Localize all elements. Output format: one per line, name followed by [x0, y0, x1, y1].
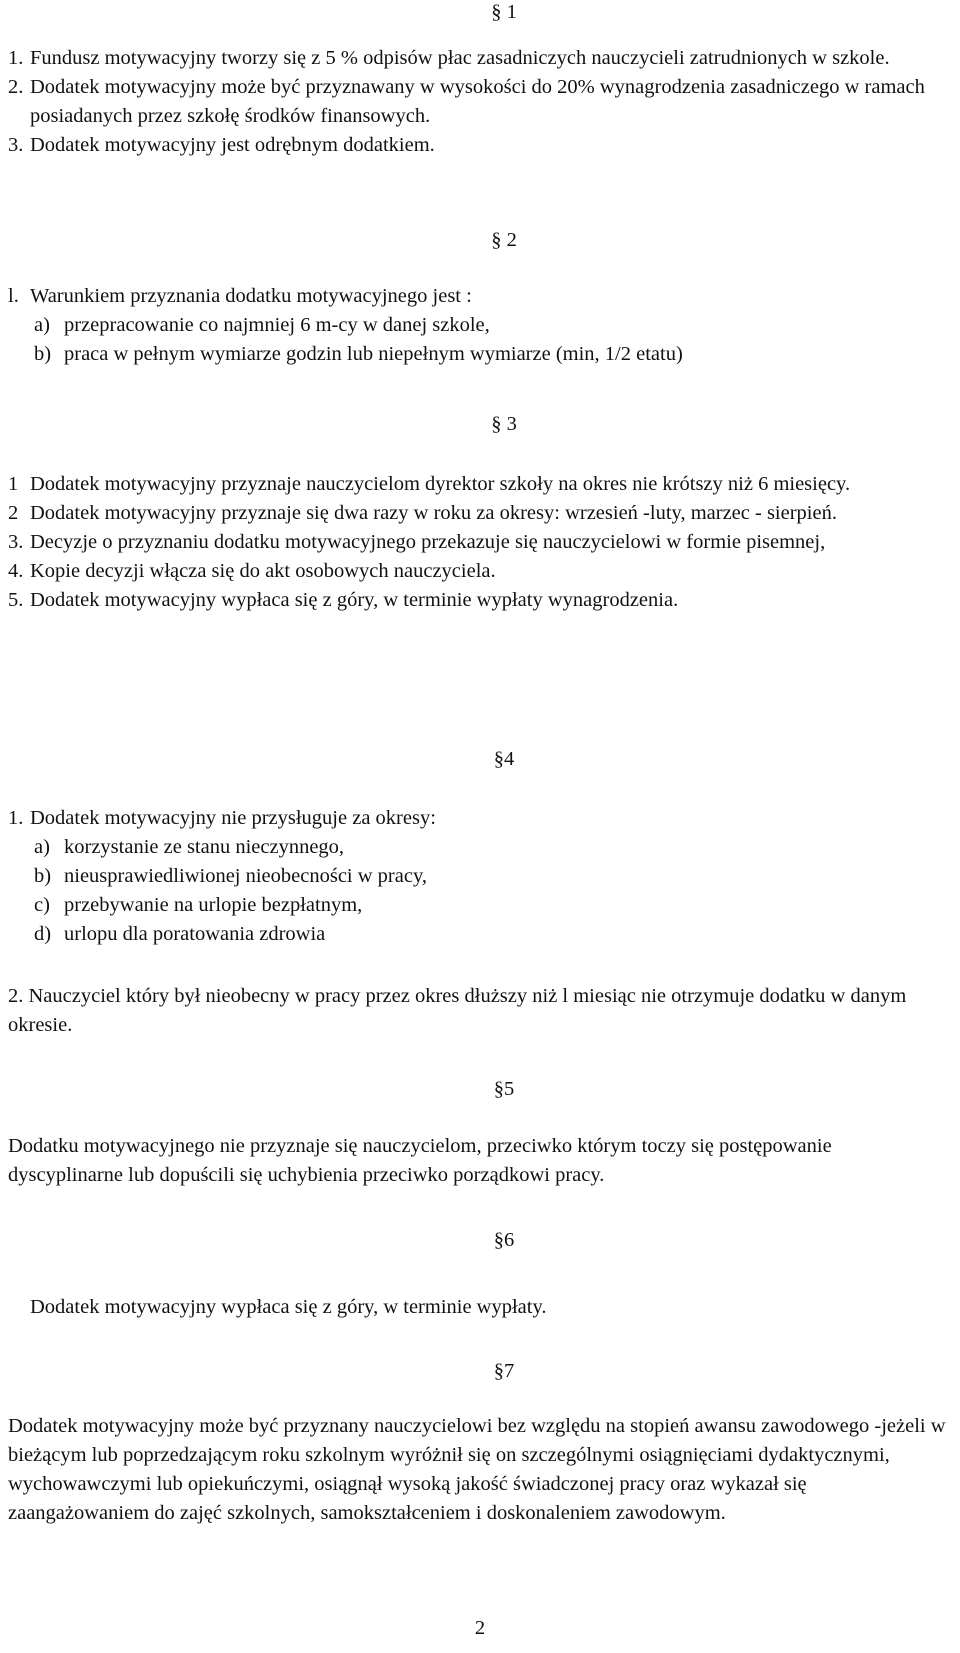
sub-item-letter: d) [34, 923, 52, 945]
section-2-heading: § 2 [491, 229, 517, 251]
item-text: Dodatek motywacyjny jest odrębnym dodatkiem. [30, 134, 435, 156]
section-5-heading: §5 [493, 1078, 515, 1100]
section-5-text: Dodatku motywacyjnego nie przyznaje się nauczycielom, przeciwko którym toczy się postępowanie dyscyplinarne lub dopuścili się uchybienia przeciwko porządkowi pracy. [8, 1135, 832, 1186]
list-item [8, 282, 948, 311]
page-number: 2 [474, 1617, 486, 1639]
sub-item [34, 340, 948, 369]
sub-item-text: przebywanie na urlopie bezpłatnym, [64, 894, 363, 916]
item-number: 1. [8, 807, 24, 829]
item-number: 4. [8, 560, 24, 582]
item-number: 3. [8, 134, 24, 156]
section-1-list [8, 44, 948, 160]
item-text: Fundusz motywacyjny tworzy się z 5 % odpisów płac zasadniczych nauczycieli zatrudnionych w szkole. [30, 47, 890, 69]
section-7-text: Dodatek motywacyjny może być przyznany nauczycielowi bez względu na stopień awansu zawodowego -jeżeli w bieżącym lub poprzedzającym roku szkolnym wyróżnił się on szczególnymi osiągnięciami dydaktycznymi, wychowawczymi lub opiekuńczymi, osiągnął wysoką jakość świadczonej pracy oraz wykazał się zaangażowaniem do zajęć szkolnych, samokształceniem i doskonaleniem zawodowym. [8, 1415, 946, 1524]
sub-item-letter: b) [34, 343, 52, 365]
sub-item-letter: c) [34, 894, 50, 916]
item-number: 1. [8, 47, 24, 69]
list-item [8, 470, 948, 499]
section-7-heading: §7 [493, 1360, 515, 1382]
sub-item-text: przepracowanie co najmniej 6 m-cy w danej szkole, [64, 314, 490, 336]
sub-item [34, 920, 948, 949]
item-number: 2 [8, 502, 19, 524]
section-6-heading: §6 [493, 1229, 515, 1251]
item-number: 2. [8, 76, 24, 98]
sub-item [34, 862, 948, 891]
sub-item [34, 311, 948, 340]
sub-item-letter: b) [34, 865, 52, 887]
section-6-text: Dodatek motywacyjny wypłaca się z góry, w terminie wypłaty. [30, 1296, 547, 1318]
sub-item [34, 891, 948, 920]
section-4-item-2: 2. Nauczyciel który był nieobecny w pracy przez okres dłuższy niż l miesiąc nie otrzymuje dodatku w danym okresie. [8, 985, 907, 1036]
item-text: Dodatek motywacyjny przyznaje nauczycielom dyrektor szkoły na okres nie krótszy niż 6 miesięcy. [30, 473, 851, 495]
section-1-heading: § 1 [491, 1, 517, 23]
list-item [8, 44, 948, 73]
list-item [8, 131, 948, 160]
section-4-heading: §4 [493, 748, 515, 770]
list-item [8, 73, 948, 131]
list-item [8, 499, 948, 528]
sub-item [34, 833, 948, 862]
sub-item-text: nieusprawiedliwionej nieobecności w pracy, [64, 865, 427, 887]
sub-item-letter: a) [34, 836, 50, 858]
section-3-heading: § 3 [491, 413, 517, 435]
list-item [8, 557, 948, 586]
section-2-list [8, 282, 948, 369]
item-text: Dodatek motywacyjny może być przyznawany w wysokości do 20% wynagrodzenia zasadniczego w ramach posiadanych przez szkołę środków finansowych. [30, 76, 925, 127]
item-number: 1 [8, 473, 19, 495]
sub-item-text: urlopu dla poratowania zdrowia [64, 923, 326, 945]
item-text: Dodatek motywacyjny nie przysługuje za okresy: [30, 807, 436, 829]
item-number: 3. [8, 531, 24, 553]
item-number: l. [8, 285, 19, 307]
item-number: 5. [8, 589, 24, 611]
item-text: Dodatek motywacyjny przyznaje się dwa razy w roku za okresy: wrzesień -luty, marzec - sierpień. [30, 502, 837, 524]
item-text: Decyzje o przyznaniu dodatku motywacyjnego przekazuje się nauczycielowi w formie pisemnej, [30, 531, 826, 553]
list-item [8, 528, 948, 557]
sub-item-text: praca w pełnym wymiarze godzin lub niepełnym wymiarze (min, 1/2 etatu) [64, 343, 683, 365]
sub-item-text: korzystanie ze stanu nieczynnego, [64, 836, 345, 858]
item-text: Kopie decyzji włącza się do akt osobowych nauczyciela. [30, 560, 496, 582]
item-text: Dodatek motywacyjny wypłaca się z góry, w terminie wypłaty wynagrodzenia. [30, 589, 679, 611]
list-item [8, 804, 948, 833]
list-item [8, 586, 948, 615]
sub-item-letter: a) [34, 314, 50, 336]
section-3-list [8, 470, 948, 615]
item-text: Warunkiem przyznania dodatku motywacyjnego jest : [30, 285, 472, 307]
section-4-list [8, 804, 948, 949]
